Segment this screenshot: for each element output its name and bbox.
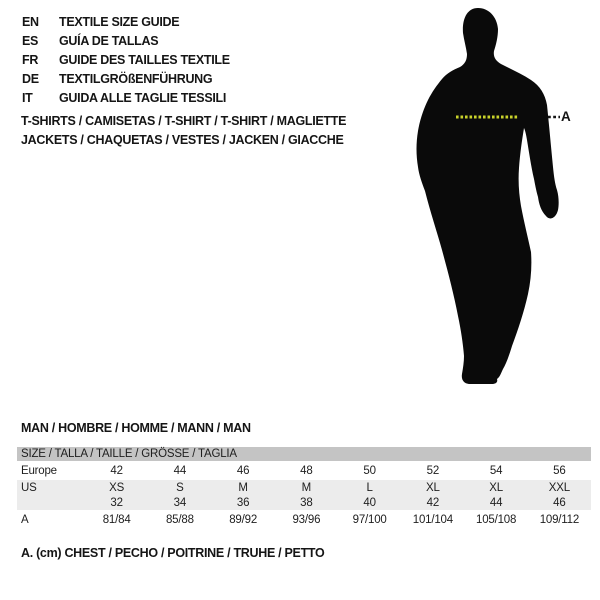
size-cell: S	[176, 481, 184, 494]
size-cell: 54	[489, 464, 503, 477]
size-cell: M	[238, 481, 248, 494]
language-title: GUIDE DES TAILLES TEXTILE	[59, 53, 230, 67]
language-title: TEXTILE SIZE GUIDE	[59, 15, 180, 29]
size-cell: 81/84	[102, 513, 131, 526]
size-cell: M	[301, 481, 312, 494]
category-line-tshirts: T-SHIRTS / CAMISETAS / T-SHIRT / T-SHIRT / MAGLIETTE	[21, 114, 347, 128]
language-row	[22, 89, 230, 108]
size-table	[17, 447, 591, 529]
language-row	[22, 32, 230, 51]
language-list	[22, 13, 230, 108]
size-cell: 36	[236, 496, 250, 509]
size-cell: 50	[363, 464, 376, 477]
language-code: EN	[22, 15, 39, 29]
size-cell: 42	[110, 464, 123, 477]
category-line-jackets: JACKETS / CHAQUETAS / VESTES / JACKEN / GIACCHE	[21, 133, 344, 147]
size-cell: 109/112	[539, 513, 580, 526]
section-title: MAN / HOMBRE / HOMME / MANN / MAN	[21, 421, 251, 435]
language-code: DE	[22, 72, 39, 86]
language-code: FR	[22, 53, 39, 67]
size-cell: XL	[489, 481, 503, 494]
size-cell: L	[366, 481, 373, 494]
language-row	[22, 70, 230, 89]
row-label: A	[21, 513, 29, 526]
language-row	[22, 51, 230, 70]
size-cell: 34	[173, 496, 187, 509]
language-code: IT	[22, 91, 33, 105]
size-cell: 89/92	[229, 513, 258, 526]
size-cell: 52	[426, 464, 440, 477]
language-row	[22, 13, 230, 32]
size-cell: 97/100	[352, 513, 387, 526]
measure-footnote: A. (cm) CHEST / PECHO / POITRINE / TRUHE / PETTO	[21, 546, 325, 560]
table-header: SIZE / TALLA / TAILLE / GRÖSSE / TAGLIA	[17, 447, 591, 461]
size-cell: 101/104	[412, 513, 453, 526]
man-silhouette-shape	[417, 8, 559, 384]
size-cell: 105/108	[476, 513, 517, 526]
size-cell: 42	[426, 496, 440, 509]
category-lines	[21, 112, 346, 150]
language-code: ES	[22, 34, 39, 48]
table-row-us	[17, 480, 591, 495]
language-title: GUÍA DE TALLAS	[59, 34, 159, 48]
size-cell: XXL	[548, 481, 570, 494]
table-row-numeric	[17, 495, 591, 510]
table-row-chest	[17, 510, 591, 529]
size-cell: XS	[109, 481, 125, 494]
row-label: Europe	[21, 464, 57, 477]
row-label: US	[21, 481, 37, 494]
size-cell: 44	[173, 464, 187, 477]
size-cell: 46	[553, 496, 566, 509]
measure-label-a: A	[561, 109, 571, 124]
size-cell: 38	[300, 496, 313, 509]
language-title: TEXTILGRÖßENFÜHRUNG	[59, 72, 213, 86]
table-row-europe	[17, 461, 591, 480]
size-cell: 48	[300, 464, 313, 477]
size-cell: 44	[489, 496, 503, 509]
size-cell: 46	[236, 464, 250, 477]
size-cell: XL	[426, 481, 440, 494]
size-cell: 40	[363, 496, 376, 509]
size-cell: 85/88	[165, 513, 194, 526]
man-silhouette	[395, 5, 575, 390]
size-cell: 93/96	[292, 513, 321, 526]
size-cell: 32	[110, 496, 123, 509]
size-cell: 56	[553, 464, 566, 477]
language-title: GUIDA ALLE TAGLIE TESSILI	[59, 91, 227, 105]
